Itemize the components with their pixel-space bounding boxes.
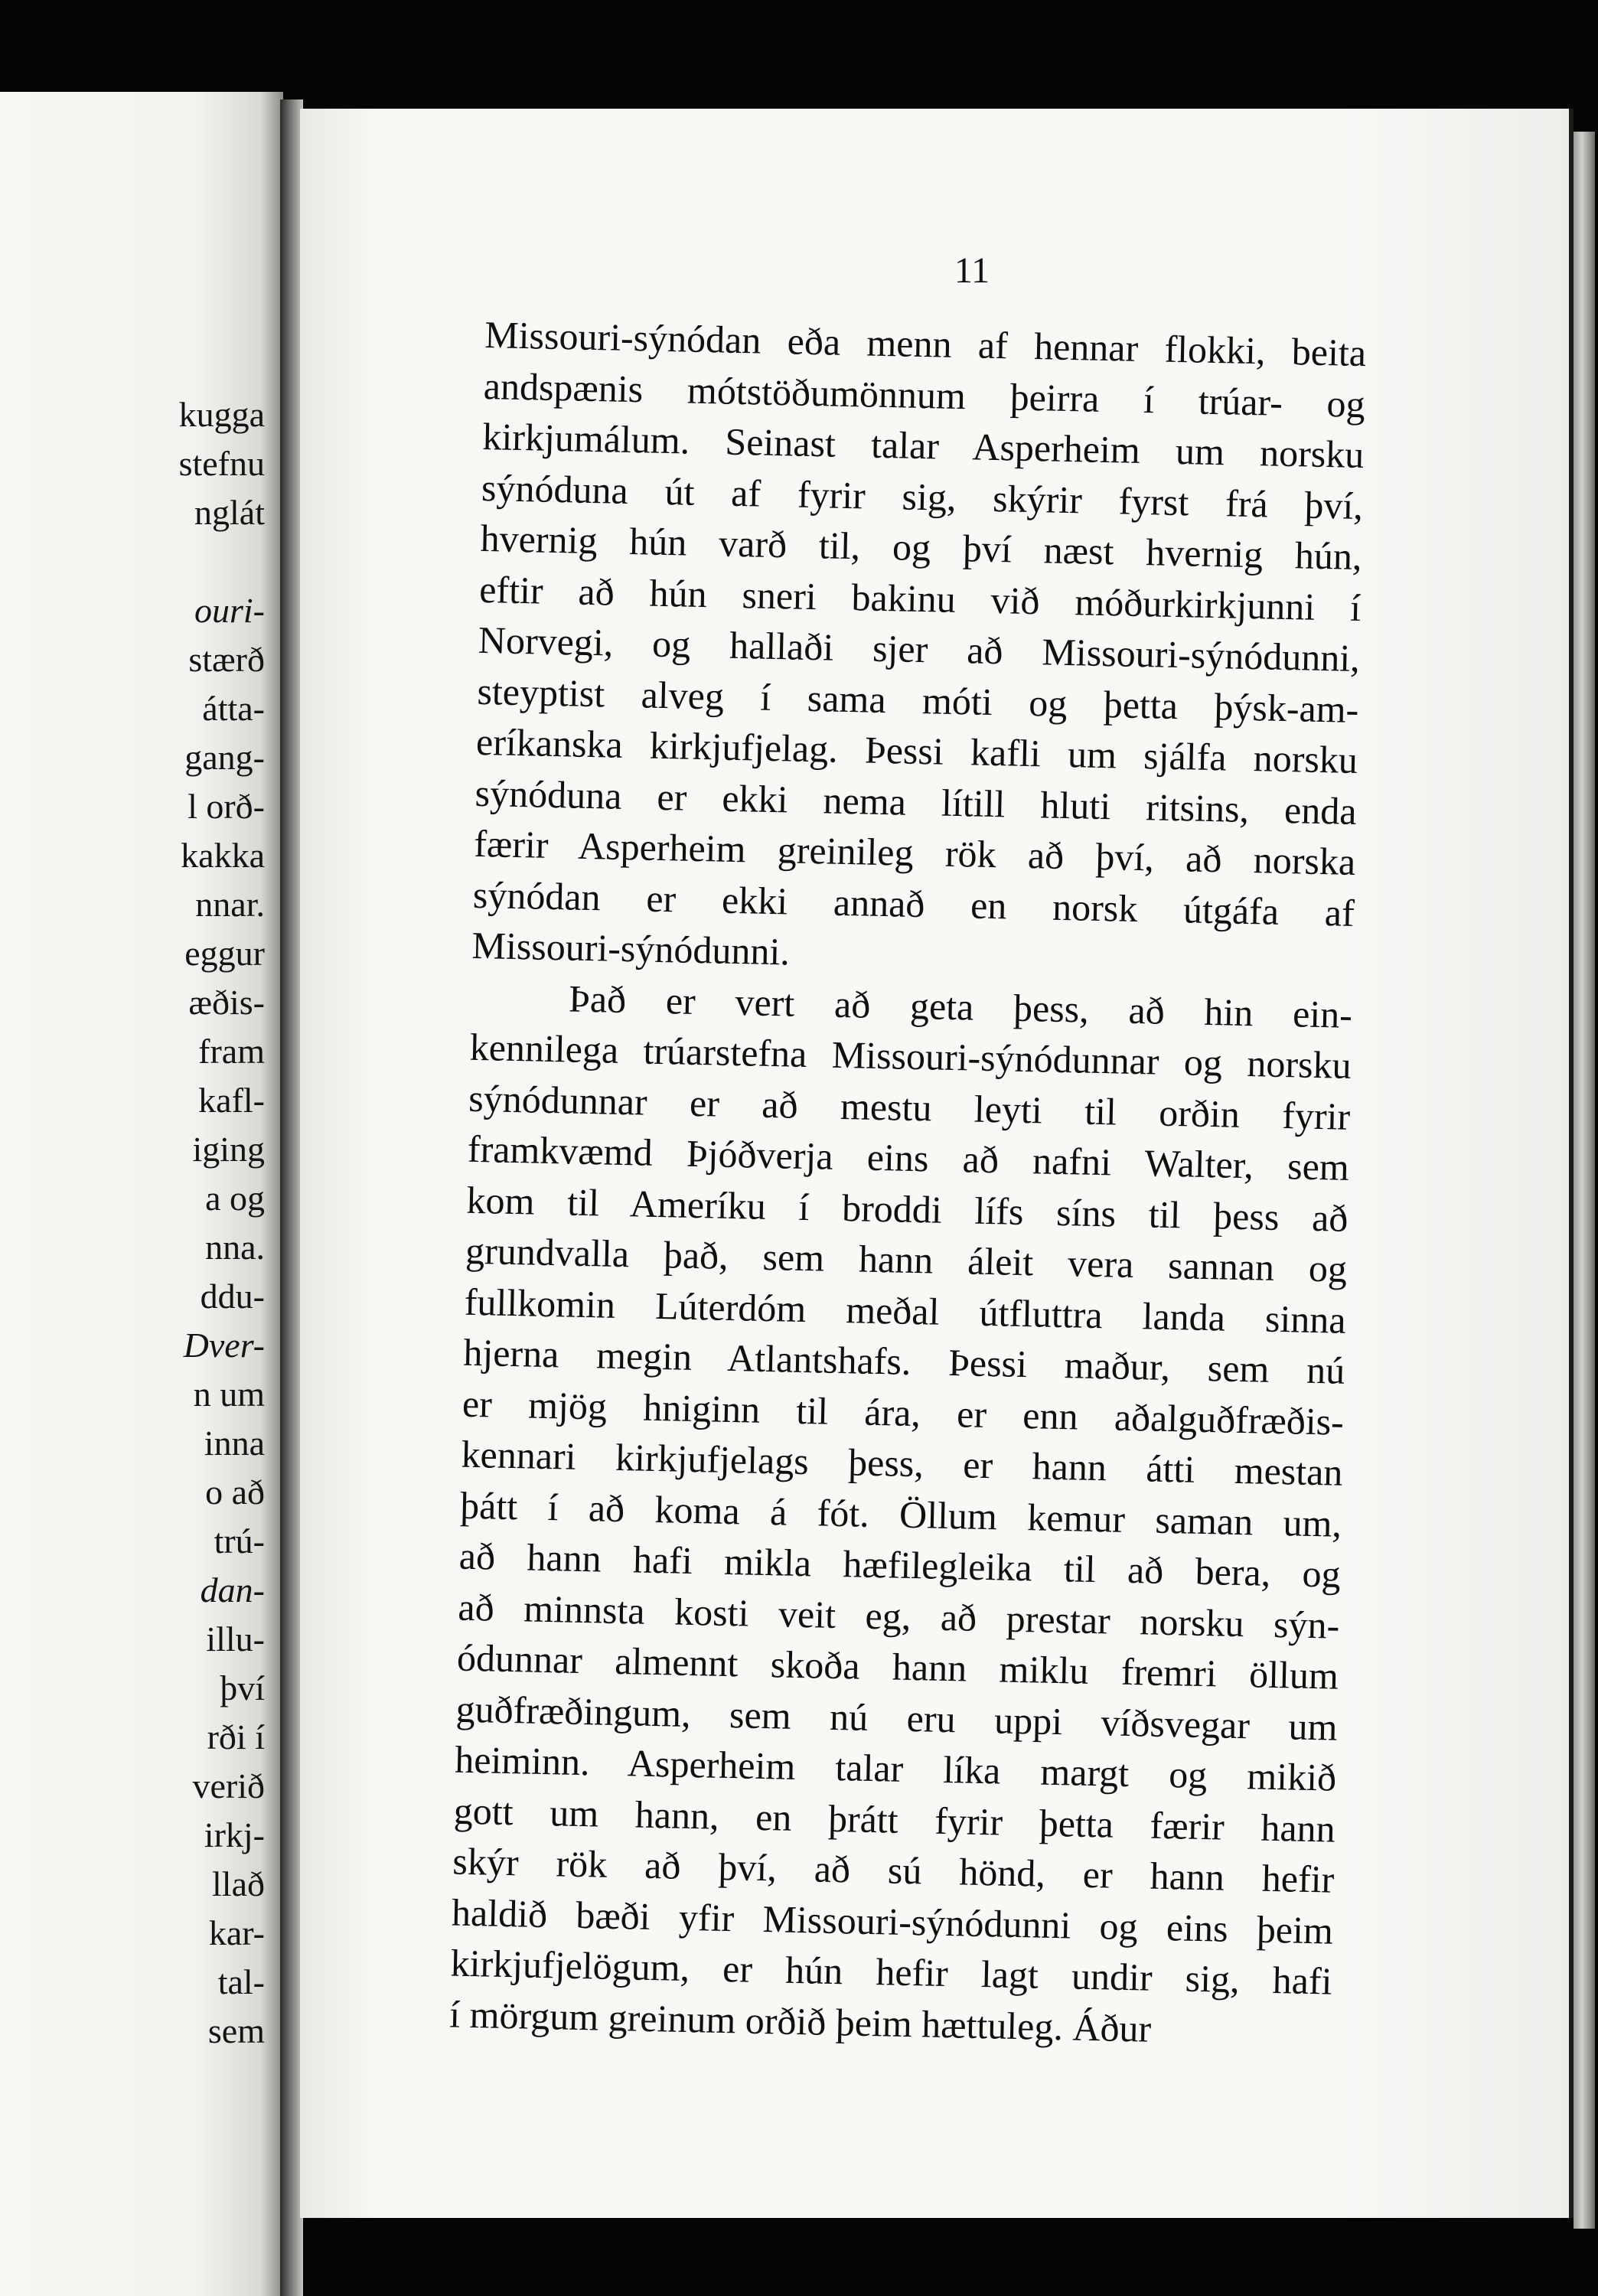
previous-page-line: llað (212, 1864, 265, 1903)
previous-page-line: kafl- (198, 1081, 265, 1120)
previous-page-line: kugga (178, 395, 265, 434)
previous-page-line: nnar. (195, 885, 265, 924)
text-line: guðfræðingum, sem nú eru uppi víðsvegar um (455, 1687, 1339, 1749)
book-page (300, 109, 1574, 2218)
text-line: kirkjumálum. Seinast talar Asperheim um norsku (481, 414, 1365, 477)
previous-page-line: irkj- (204, 1815, 265, 1854)
previous-page-line: sem (207, 2011, 265, 2050)
previous-page-line: æðis- (188, 983, 265, 1022)
page-number: 11 (954, 250, 990, 291)
previous-page-text (0, 390, 276, 2056)
text-line: heiminn. Asperheim talar líka margt og mikið (454, 1737, 1337, 1799)
previous-page-line: kar- (208, 1913, 265, 1952)
text-line: fullkomin Lúterdóm meðal útfluttra landa sinna (464, 1280, 1347, 1342)
text-line: skýr rök að því, að sú hönd, er hann hefir (452, 1839, 1335, 1901)
text-line: kennari kirkjufjelags þess, er hann átti mestan (461, 1432, 1344, 1494)
previous-page-line: ouri- (194, 591, 265, 630)
text-line: Missouri-sýnódan eða menn af hennar flokki, beita (484, 312, 1367, 375)
text-line: sýnóduna er ekki nema lítill hluti ritsins, enda (475, 771, 1358, 833)
previous-page-fragment (0, 92, 283, 2296)
previous-page-line: ddu- (200, 1277, 265, 1316)
page-body-text (449, 309, 1367, 2058)
text-line: framkvæmd Þjóðverja eins að nafni Walter, sem (467, 1127, 1350, 1189)
text-line: haldið bæði yfir Missouri-sýnódunni og eins þeim (451, 1890, 1334, 1952)
previous-page-line: verið (192, 1766, 265, 1805)
text-line: kom til Ameríku í broddi lífs síns til þess að (466, 1178, 1349, 1240)
text-line: ódunnar almennt skoða hann miklu fremri öllum (456, 1636, 1339, 1698)
text-line: færir Asperheim greinileg rök að því, að norska (473, 821, 1356, 883)
text-line: Norvegi, og hallaði sjer að Missouri-sýnódunni, (478, 618, 1361, 680)
previous-page-line (0, 537, 276, 586)
text-line: Missouri-sýnódunni. (471, 923, 791, 974)
previous-page-line: trú- (214, 1521, 265, 1561)
previous-page-line: l orð- (188, 787, 265, 826)
text-line: að minnsta kosti veit eg, að prestar norsku sýn- (457, 1585, 1340, 1647)
text-line: andspænis mótstöðumönnum þeirra í trúar- og (483, 364, 1366, 426)
text-line: er mjög hniginn til ára, er enn aðalguðfræðis- (461, 1381, 1345, 1443)
previous-page-line: iging (192, 1130, 265, 1169)
text-line: sýnódan er ekki annað en norsk útgáfa af (472, 872, 1355, 934)
previous-page-line: o að (205, 1473, 265, 1512)
previous-page-line: dan- (200, 1570, 265, 1609)
previous-page-line: Dver- (183, 1326, 265, 1365)
previous-page-line: n um (193, 1375, 265, 1414)
previous-page-line: nna. (205, 1228, 265, 1267)
text-line: sýnóduna út af fyrir sig, skýrir fyrst frá því, (481, 465, 1364, 527)
text-line: kirkjufjelögum, er hún hefir lagt undir sig, hafi (450, 1941, 1333, 2003)
text-line: Það er vert að geta þess, að hin ein- (568, 976, 1353, 1036)
text-line: steyptist alveg í sama móti og þetta þýsk-am- (476, 669, 1359, 731)
paragraph-2 (449, 970, 1353, 2057)
previous-page-line: a og (205, 1179, 265, 1218)
text-line: hvernig hún varð til, og því næst hvernig hún, (480, 516, 1363, 579)
text-line: hjerna megin Atlantshafs. Þessi maður, sem nú (462, 1330, 1345, 1392)
paragraph-1 (471, 309, 1367, 989)
previous-page-line: fram (198, 1032, 265, 1071)
previous-page-line: gang- (184, 738, 265, 777)
previous-page-line: inna (204, 1424, 265, 1463)
previous-page-line: kakka (181, 836, 265, 875)
previous-page-line: tal- (217, 1962, 265, 2001)
previous-page-line: nglát (194, 493, 265, 532)
text-line: þátt í að koma á fót. Öllum kemur saman um, (459, 1483, 1342, 1545)
previous-page-line: stefnu (178, 444, 265, 483)
previous-page-line: rði í (207, 1717, 265, 1756)
previous-page-line: því (220, 1668, 265, 1707)
text-line: eríkanska kirkjufjelag. Þessi kafli um sjálfa norsku (475, 719, 1358, 781)
text-line: sýnódunnar er að mestu leyti til orðin fyrir (468, 1076, 1351, 1138)
previous-page-line: eggur (184, 934, 265, 973)
text-line: grundvalla það, sem hann áleit vera sannan og (465, 1228, 1348, 1290)
text-line: í mörgum greinum orðið þeim hættuleg. Áður (448, 1992, 1152, 2050)
text-line: eftir að hún sneri bakinu við móðurkirkjunni í (478, 567, 1362, 629)
text-line: kennilega trúarstefna Missouri-sýnódunnar og norsku (469, 1025, 1352, 1087)
previous-page-line: stærð (188, 640, 265, 679)
text-line: að hann hafi mikla hæfilegleika til að bera, og (458, 1534, 1342, 1596)
text-line: gott um hann, en þrátt fyrir þetta færir hann (453, 1789, 1336, 1851)
previous-page-line: illu- (206, 1619, 265, 1658)
previous-page-line: átta- (202, 689, 265, 728)
